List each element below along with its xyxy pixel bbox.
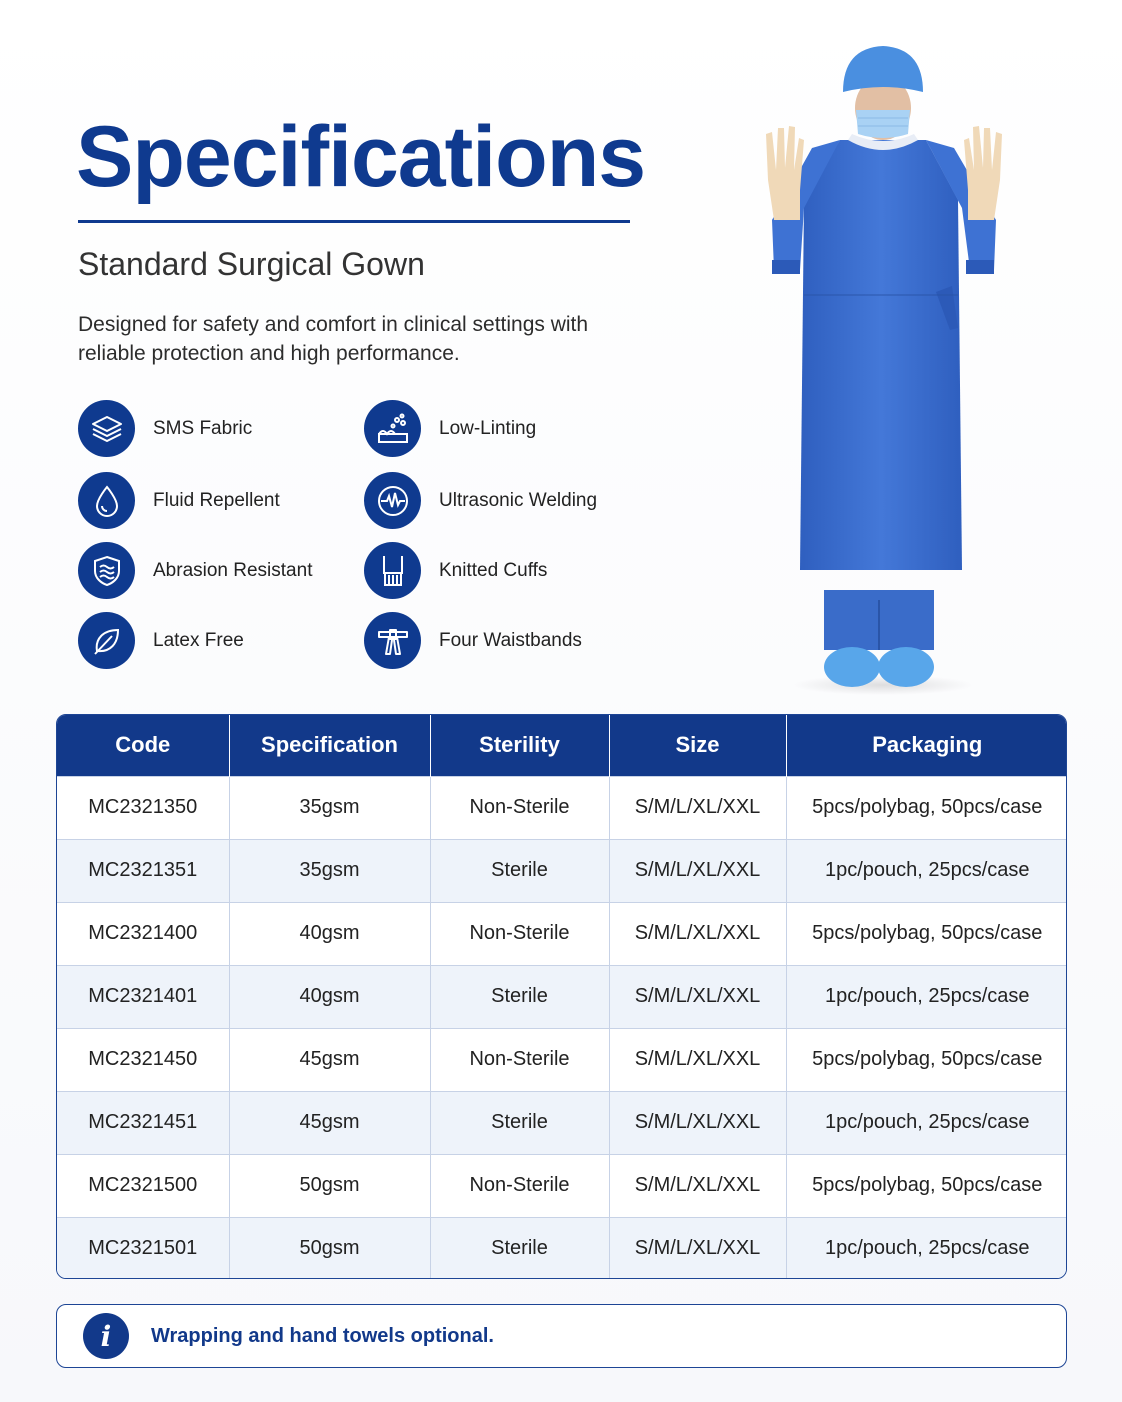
product-description: Designed for safety and comfort in clinical settings with reliable protection and high performance. bbox=[78, 313, 589, 365]
table-cell: MC2321450 bbox=[57, 1028, 229, 1091]
product-subtitle: Standard Surgical Gown bbox=[78, 246, 425, 282]
feature-knitted-cuffs bbox=[364, 542, 547, 599]
table-cell: S/M/L/XL/XXL bbox=[609, 839, 786, 902]
table-cell: MC2321400 bbox=[57, 902, 229, 965]
cuff-icon bbox=[364, 542, 421, 599]
layers-icon bbox=[78, 400, 135, 457]
table-cell: 5pcs/polybag, 50pcs/case bbox=[786, 1028, 1067, 1091]
table-cell: Sterile bbox=[430, 1217, 609, 1279]
column-header: Sterility bbox=[430, 715, 609, 776]
droplet-icon bbox=[78, 472, 135, 529]
waveform-icon bbox=[364, 472, 421, 529]
table-cell: MC2321351 bbox=[57, 839, 229, 902]
table-row bbox=[57, 776, 1067, 839]
table-row bbox=[57, 1154, 1067, 1217]
table-cell: 1pc/pouch, 25pcs/case bbox=[786, 1217, 1067, 1279]
table-cell: Sterile bbox=[430, 1091, 609, 1154]
shield-waves-icon bbox=[78, 542, 135, 599]
column-header: Specification bbox=[229, 715, 430, 776]
table-cell: 45gsm bbox=[229, 1091, 430, 1154]
table-cell: 35gsm bbox=[229, 839, 430, 902]
feature-label: Latex Free bbox=[153, 629, 244, 651]
table-header-row bbox=[57, 715, 1067, 776]
note-text: Wrapping and hand towels optional. bbox=[151, 1324, 494, 1347]
table-cell: 45gsm bbox=[229, 1028, 430, 1091]
table-row bbox=[57, 1091, 1067, 1154]
waistband-icon bbox=[364, 612, 421, 669]
table-cell: S/M/L/XL/XXL bbox=[609, 1028, 786, 1091]
table-cell: 50gsm bbox=[229, 1154, 430, 1217]
feature-label: Four Waistbands bbox=[439, 629, 582, 651]
feature-label: Ultrasonic Welding bbox=[439, 489, 598, 511]
page-title: Specifications bbox=[76, 109, 646, 205]
gown-model-image bbox=[700, 30, 1080, 700]
table-cell: 1pc/pouch, 25pcs/case bbox=[786, 839, 1067, 902]
feature-label: Fluid Repellent bbox=[153, 489, 280, 511]
table-cell: 1pc/pouch, 25pcs/case bbox=[786, 1091, 1067, 1154]
table-row bbox=[57, 902, 1067, 965]
table-cell: 5pcs/polybag, 50pcs/case bbox=[786, 776, 1067, 839]
column-header: Packaging bbox=[786, 715, 1067, 776]
table-cell: S/M/L/XL/XXL bbox=[609, 1217, 786, 1279]
table-cell: Sterile bbox=[430, 839, 609, 902]
table-cell: 40gsm bbox=[229, 902, 430, 965]
table-cell: MC2321501 bbox=[57, 1217, 229, 1279]
table-cell: S/M/L/XL/XXL bbox=[609, 1154, 786, 1217]
title-divider bbox=[78, 220, 630, 223]
table-cell: S/M/L/XL/XXL bbox=[609, 1091, 786, 1154]
table-cell: 35gsm bbox=[229, 776, 430, 839]
table-cell: 1pc/pouch, 25pcs/case bbox=[786, 965, 1067, 1028]
feature-ultrasonic-welding bbox=[364, 472, 597, 529]
table-cell: S/M/L/XL/XXL bbox=[609, 776, 786, 839]
table-cell: S/M/L/XL/XXL bbox=[609, 965, 786, 1028]
table-cell: Non-Sterile bbox=[430, 1028, 609, 1091]
table-cell: Non-Sterile bbox=[430, 776, 609, 839]
feature-list bbox=[78, 400, 638, 670]
column-header: Size bbox=[609, 715, 786, 776]
table-cell: 5pcs/polybag, 50pcs/case bbox=[786, 902, 1067, 965]
table-cell: MC2321401 bbox=[57, 965, 229, 1028]
table-row bbox=[57, 1028, 1067, 1091]
table-cell: 40gsm bbox=[229, 965, 430, 1028]
table-cell: 50gsm bbox=[229, 1217, 430, 1279]
column-header: Code bbox=[57, 715, 229, 776]
table-row bbox=[57, 839, 1067, 902]
info-note bbox=[56, 1304, 1067, 1368]
leaf-icon bbox=[78, 612, 135, 669]
info-icon: i bbox=[83, 1313, 129, 1359]
feature-label: SMS Fabric bbox=[153, 417, 253, 439]
feature-abrasion-resistant bbox=[78, 542, 312, 599]
table-cell: 5pcs/polybag, 50pcs/case bbox=[786, 1154, 1067, 1217]
feature-label: Knitted Cuffs bbox=[439, 559, 548, 581]
feature-sms-fabric bbox=[78, 400, 252, 457]
feature-four-waistbands bbox=[364, 612, 582, 669]
feature-fluid-repellent bbox=[78, 472, 280, 529]
table-row bbox=[57, 965, 1067, 1028]
table-cell: Sterile bbox=[430, 965, 609, 1028]
feature-label: Low-Linting bbox=[439, 417, 537, 439]
table-cell: Non-Sterile bbox=[430, 902, 609, 965]
fabric-particles-icon bbox=[364, 400, 421, 457]
table-cell: MC2321451 bbox=[57, 1091, 229, 1154]
table-cell: MC2321350 bbox=[57, 776, 229, 839]
feature-label: Abrasion Resistant bbox=[153, 559, 313, 581]
table-cell: MC2321500 bbox=[57, 1154, 229, 1217]
feature-low-linting bbox=[364, 400, 536, 457]
specification-table bbox=[56, 714, 1067, 1279]
table-row bbox=[57, 1217, 1067, 1279]
table-cell: S/M/L/XL/XXL bbox=[609, 902, 786, 965]
table-cell: Non-Sterile bbox=[430, 1154, 609, 1217]
feature-latex-free bbox=[78, 612, 244, 669]
